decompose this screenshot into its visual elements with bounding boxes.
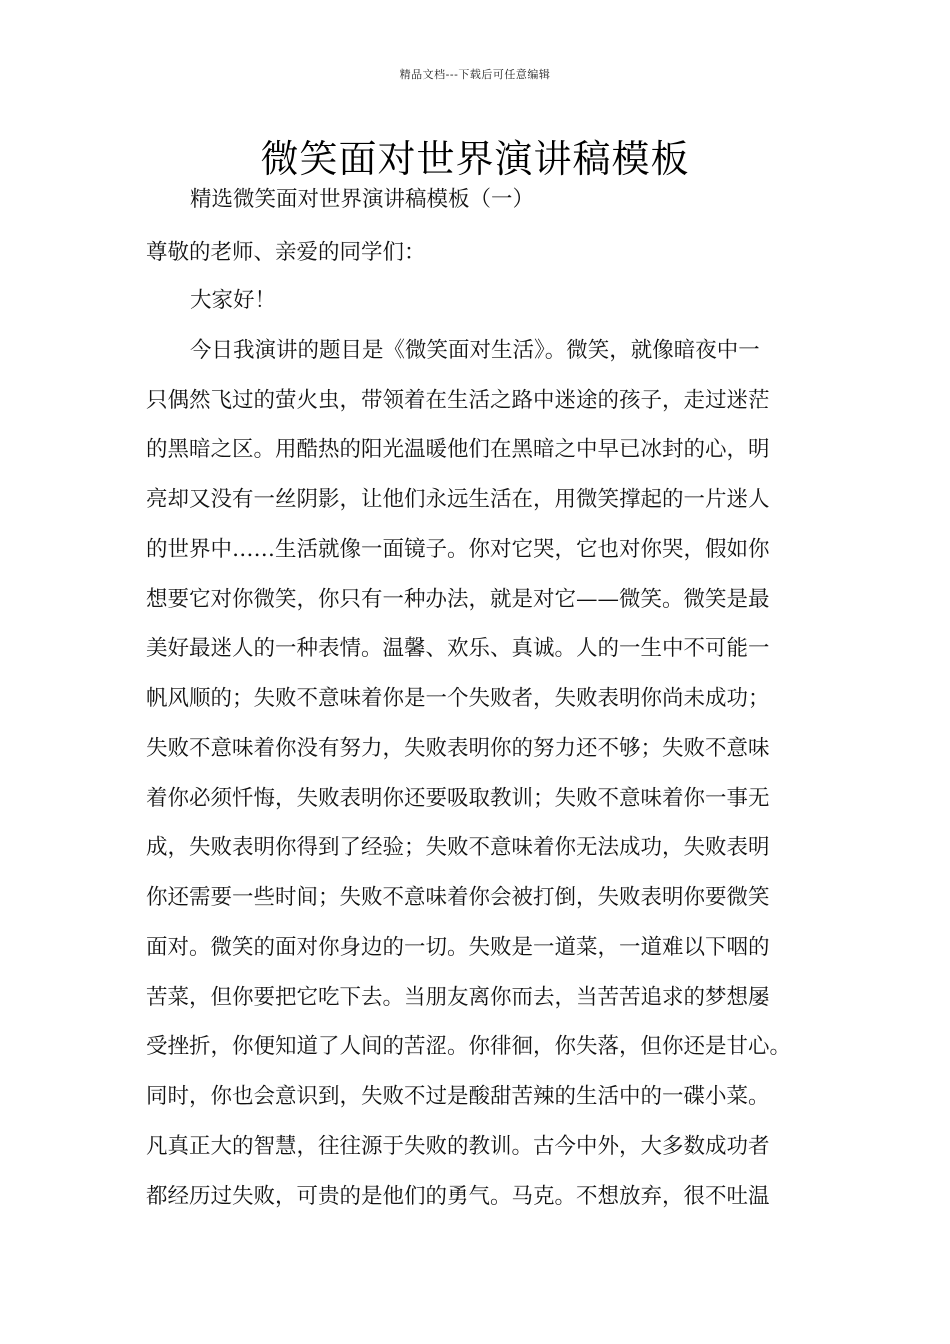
body-line: 你还需要一些时间；失败不意味着你会被打倒，失败表明你要微笑 bbox=[146, 885, 770, 910]
body-line: 都经历过失败，可贵的是他们的勇气。马克。不想放弃，很不吐温 bbox=[146, 1184, 770, 1209]
body-line: 着你必须忏悔，失败表明你还要吸取教训；失败不意味着你一事无 bbox=[146, 786, 770, 811]
body-line: 美好最迷人的一种表情。温馨、欢乐、真诚。人的一生中不可能一 bbox=[146, 636, 770, 661]
header-note: 精品文档---下载后可任意编辑 bbox=[399, 68, 551, 81]
body-line: 苦菜，但你要把它吃下去。当朋友离你而去，当苦苦追求的梦想屡 bbox=[146, 985, 770, 1010]
body-line: 失败不意味着你没有努力，失败表明你的努力还不够；失败不意味 bbox=[146, 736, 770, 761]
body-line: 同时，你也会意识到，失败不过是酸甜苦辣的生活中的一碟小菜。 bbox=[146, 1084, 770, 1109]
body-line: 只偶然飞过的萤火虫，带领着在生活之路中迷途的孩子，走过迷茫 bbox=[146, 388, 770, 413]
body-line: 的世界中……生活就像一面镜子。你对它哭，它也对你哭，假如你 bbox=[146, 537, 770, 562]
body-line: 帆风顺的；失败不意味着你是一个失败者，失败表明你尚未成功； bbox=[146, 686, 770, 711]
document-title: 微笑面对世界演讲稿模板 bbox=[260, 137, 690, 181]
body-line: 面对。微笑的面对你身边的一切。失败是一道菜，一道难以下咽的 bbox=[146, 935, 770, 960]
greeting: 大家好！ bbox=[190, 288, 277, 313]
body-line: 今日我演讲的题目是《微笑面对生活》。微笑，就像暗夜中一 bbox=[190, 338, 760, 363]
body-line: 受挫折，你便知道了人间的苦涩。你徘徊，你失落，但你还是甘心。 bbox=[146, 1034, 792, 1059]
subtitle: 精选微笑面对世界演讲稿模板（一） bbox=[190, 187, 535, 212]
body-line: 亮却又没有一丝阴影，让他们永远生活在，用微笑撑起的一片迷人 bbox=[146, 487, 770, 512]
body-line: 成，失败表明你得到了经验；失败不意味着你无法成功，失败表明 bbox=[146, 835, 770, 860]
body-line: 的黑暗之区。用酷热的阳光温暖他们在黑暗之中早已冰封的心，明 bbox=[146, 437, 770, 462]
body-line: 想要它对你微笑，你只有一种办法，就是对它——微笑。微笑是最 bbox=[146, 587, 770, 612]
body-line: 凡真正大的智慧，往往源于失败的教训。古今中外，大多数成功者 bbox=[146, 1134, 770, 1159]
salutation: 尊敬的老师、亲爱的同学们： bbox=[146, 240, 426, 265]
